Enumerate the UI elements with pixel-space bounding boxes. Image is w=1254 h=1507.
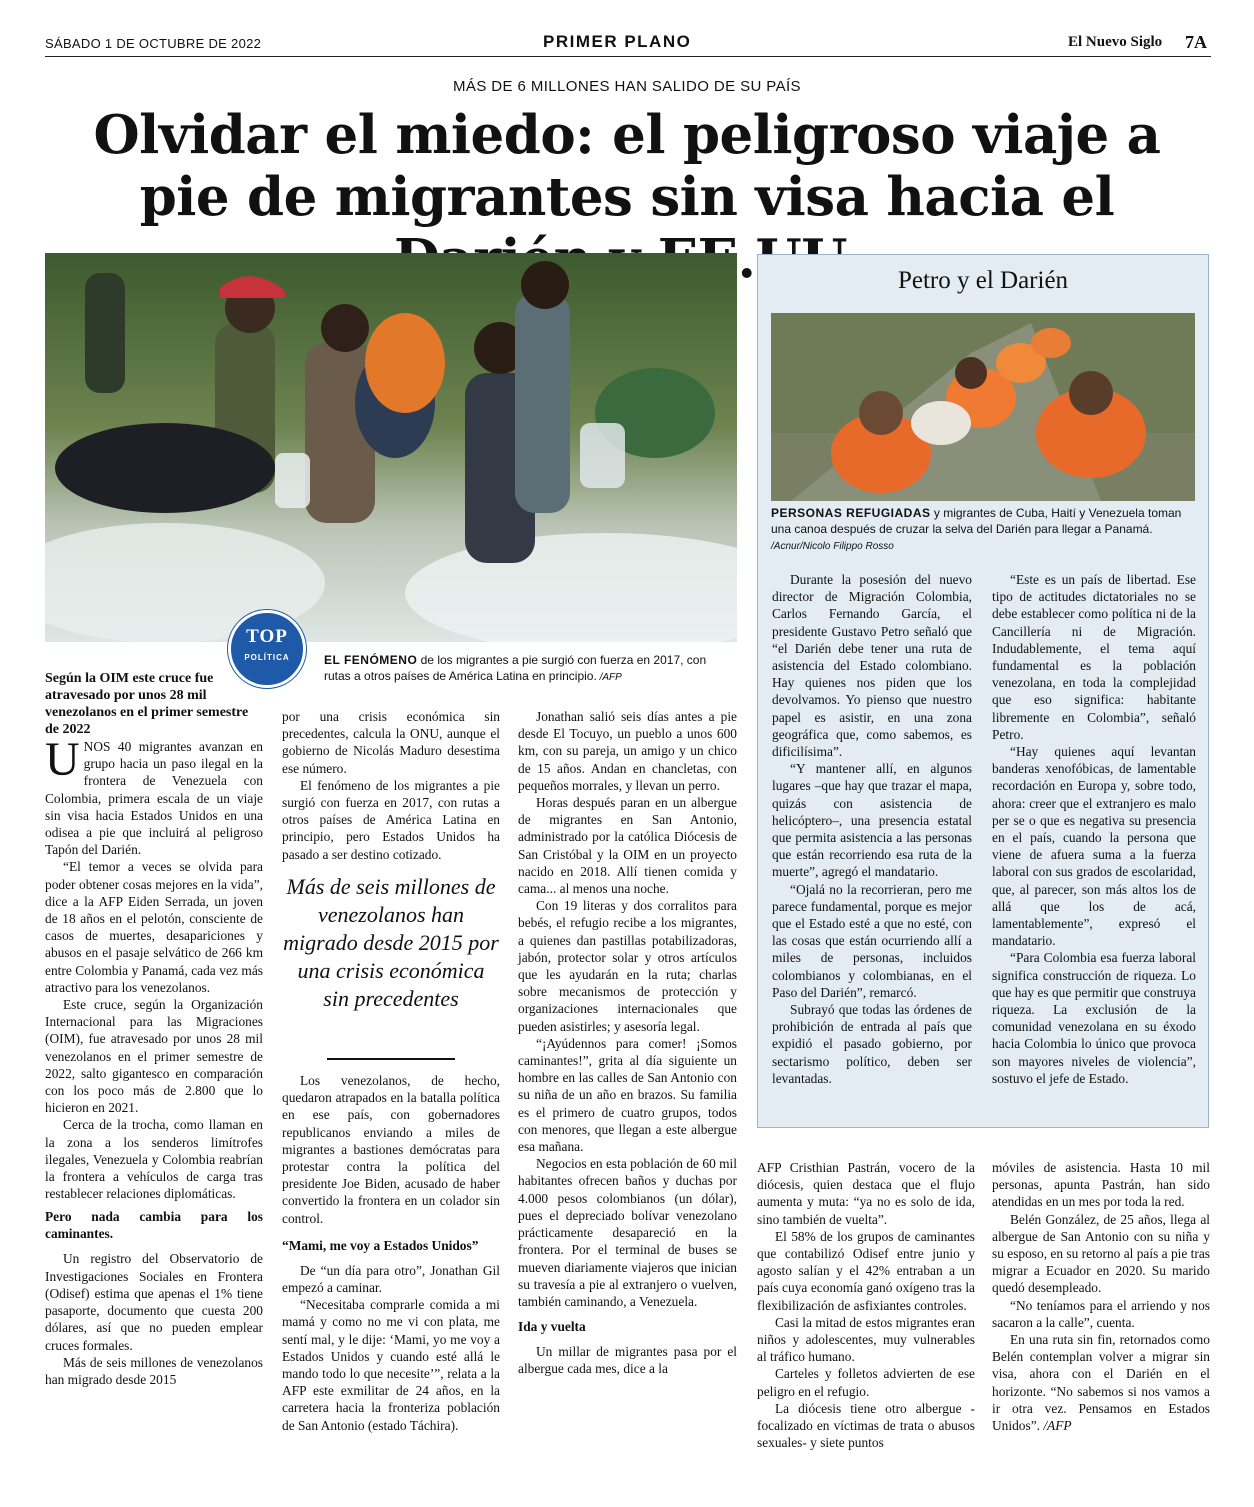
paragraph: Belén González, de 25 años, llega al albergue de San Antonio con su niña y su esposo, en su retorno al país a pie tras migrar a Ecuador en 2020. Su marido quedó desempleado.	[992, 1211, 1210, 1296]
paragraph: por una crisis económica sin precedentes, calcula la ONU, aunque el gobierno de Nicolás Maduro desestima ese número.	[282, 709, 500, 776]
caption-credit: /AFP	[596, 672, 622, 683]
paragraph: “Hay quienes aquí levantan banderas xenofóbicas, de lamentable recordación en Europa y, sobre todo, ahora: creer que el extranjero es malo per se o que es negativa su presencia en el país, cuando la persona que viene de afuera suma a la fuerza laboral con sus grados de escolaridad, que, al parecer, son más altos los de allá que los de acá, lamentablemente”, expresó el mandatario.	[992, 744, 1196, 949]
article-column-3	[518, 708, 737, 1378]
paragraph: móviles de asistencia. Hasta 10 mil personas, apunta Pastrán, han sido atendidas en un mes por toda la red.	[992, 1160, 1210, 1210]
paragraph: El fenómeno de los migrantes a pie surgió con fuerza en 2017, con rutas a otros países de América Latina en principio, pero Estados Unidos ha pasado a ser destino cotizado.	[282, 777, 500, 862]
paragraph: Un registro del Observatorio de Investigaciones Sociales en Frontera (Odisef) estima que apenas el 1% tiene pasaporte, documento que cuesta 200 dólares, así que no pueden emplear cruces formales.	[45, 1251, 263, 1353]
paragraph: “Este es un país de libertad. Ese tipo de actitudes dictatoriales no se debe establecer como política ni de la Cancillería ni de Migración. Indudablemente, el tema aquí fundamental es la población venezolana, en toda la complejidad que eso significa: habitante libremente en Colombia”, señaló Petro.	[992, 572, 1196, 742]
paragraph: Este cruce, según la Organización Internacional para las Migraciones (OIM), fue atravesado por unos 28 mil venezolanos en el primer semestre de 2022, salto gigantesco en comparación con los poco más de 2.800 que lo hicieron en 2021.	[45, 997, 263, 1116]
headline: Olvidar el miedo: el peligroso viaje a pie de migrantes sin visa hacia el	[93, 104, 1161, 228]
article-column-5	[992, 1159, 1210, 1434]
paragraph: “¡Ayúdennos para comer! ¡Somos caminantes!”, grita al día siguiente un hombre en las calles de San Antonio con su niña de un año en brazos. Su familia es el primero de cuatro grupos, todos con menores, que llegan a este albergue esa mañana.	[518, 1035, 737, 1155]
pull-quote: Más de seis millones de venezolanos han migrado desde 2015 por una crisis económica sin precedentes	[283, 874, 499, 1011]
sidebar-photo-caption	[771, 505, 1199, 555]
article-column-4	[757, 1159, 975, 1451]
paragraph: Los venezolanos, de hecho, quedaron atrapados en la batalla política en ese país, con gobernadores republicanos enviando a miles de migrantes a bastiones demócratas para protestar contra la política del presidente Joe Biden, acusado de haber convertido la frontera en un colador sin control.	[282, 1073, 500, 1226]
section-title: PRIMER PLANO	[543, 32, 692, 51]
paragraph-text: En una ruta sin fin, retornados como Belén contemplan volver a migrar sin visa, ahora con el Darién en el horizonte. “No sabemos si nos vamos a ir otra vez. Pensamos en Estados Unidos”.	[992, 1332, 1210, 1434]
paragraph: “Necesitaba comprarle comida a mi mamá y como no me vi con plata, me sentí mal, y le dije: ‘Mami, yo me voy a Estados Unidos y cuando esté allá le mando todo lo que necesite’”, relata a la AFP este exmilitar de 24 años, en la carretera hacia la fronteriza población de San Antonio (estado Táchira).	[282, 1297, 500, 1433]
article-column-2	[282, 708, 500, 863]
article-column-1	[45, 733, 263, 1388]
badge-sub-label: POLÍTICA	[244, 653, 290, 662]
main-photo-migrants-river	[45, 253, 737, 642]
paragraph: Jonathan salió seis días antes a pie desde El Tocuyo, un pueblo a unos 600 km, con su pareja, un amigo y un chico de 15 años. Andan en chancletas, con pequeños morrales, y llevan un perro.	[518, 709, 737, 793]
paragraph: Más de seis millones de venezolanos han migrado desde 2015	[45, 1354, 263, 1387]
sidebar-title: Petro y el Darién	[897, 267, 1069, 294]
paragraph: Subrayó que todas las órdenes de prohibición de entrada al país que expidió el pasado gobierno, por sectarismo político, deben ser levantadas.	[772, 1002, 972, 1086]
paragraph: Durante la posesión del nuevo director de Migración Colombia, Carlos Fernando García, el presidente Gustavo Petro señaló que “el Darién debe tener una ruta de asistencia del Estado colombiano. Hay quienes nos piden que los devolvamos. Yo pienso que nuestro papel es asistir, en una zona geográfica que, como sabemos, es dificilísima”.	[772, 572, 972, 760]
pull-quote-rule	[327, 1058, 455, 1060]
caption-text: de los migrantes a pie surgió con fuerza en 2017, con rutas a otros países de América Latina en principio.	[324, 653, 707, 683]
paragraph: “Y mantener allí, en algunos lugares –que hay que trazar el mapa, quizás con asistencia de helicóptero–, una presencia estatal que permita asistencia a las personas que están recorriendo esa ruta de la muerte”, agregó el mandatario.	[772, 761, 972, 880]
paragraph: “Ojalá no la recorrieran, pero me parece fundamental, porque es mejor que el Estado esté a que no esté, con las cosas que están ocurriendo allí a miles de personas, incluidos colombianos y colombianas, en el Paso del Darién”, remarcó.	[772, 881, 972, 1000]
paragraph: NOS 40 migrantes avanzan en grupo hacia un paso ilegal en la frontera de Venezuela con Colombia, primera escala de un viaje sin visa hacia Estados Unidos en una odisea a pie que incluirá al peligroso Tapón del Darién.	[45, 739, 263, 858]
paragraph: “No teníamos para el arriendo y nos sacaron a la calle”, cuenta.	[992, 1297, 1210, 1330]
article-credit: /AFP	[1039, 1418, 1072, 1434]
header-rule	[45, 56, 1211, 57]
caption-lead: EL FENÓMENO	[324, 653, 418, 667]
paragraph: “Para Colombia esa fuerza laboral significa construcción de riqueza. Lo que hay es que permitir que construya riqueza. La exclusión de la comunidad venezolana en su éxodo hacia Colombia lo único que provoca son mayores niveles de violencia”, sostuvo el jefe de Estado.	[992, 950, 1196, 1086]
paragraph: Horas después paran en un albergue de migrantes en San Antonio, administrado por la católica Diócesis de San Cristóbal y la OIM en un proyecto nacido en 2018. Allí tienen comida y cama... al menos una noche.	[518, 795, 737, 897]
paragraph: Carteles y folletos advierten de ese peligro en el refugio.	[757, 1366, 975, 1399]
paragraph: “El temor a veces se olvida para poder obtener cosas mejores en la vida”, dice a la AFP Eiden Serrada, un joven de 18 años en el pelotón, consciente de casos de muertes, desapariciones y abusos en el pasaje selvático de 266 km entre Colombia y Panamá, cada vez más atractivo para los venezolanos.	[45, 859, 263, 995]
paragraph: Casi la mitad de estos migrantes eran niños y adolescentes, muy vulnerables al tráfico humano.	[757, 1314, 975, 1365]
caption-text: y migrantes de Cuba, Haití y Venezuela toman una canoa después de cruzar la selva del Darién para llegar a Panamá.	[771, 506, 1182, 536]
paragraph: Un millar de migrantes pasa por el albergue cada mes, dice a la	[518, 1344, 737, 1377]
section-heading: “Mami, me voy a Estados Unidos”	[282, 1237, 479, 1253]
paragraph: De “un día para otro”, Jonathan Gil empezó a caminar.	[282, 1262, 500, 1296]
sidebar-column-2	[992, 571, 1196, 1087]
article-column-2-continued	[282, 1072, 500, 1434]
sidebar-column-1	[772, 571, 972, 1087]
sidebar-photo-canoe	[771, 313, 1195, 501]
section-heading: Ida y vuelta	[518, 1319, 586, 1335]
kicker: MÁS DE 6 MILLONES HAN SALIDO DE SU PAÍS	[453, 78, 801, 95]
paragraph	[992, 1331, 1210, 1434]
newspaper-name: El Nuevo Siglo	[1068, 34, 1163, 50]
edition-date: SÁBADO 1 DE OCTUBRE DE 2022	[45, 36, 262, 51]
section-heading: Pero nada cambia para los caminantes.	[45, 1209, 263, 1242]
badge-top-label: TOP	[246, 626, 288, 647]
caption-credit: /Acnur/Nicolo Filippo Rosso	[771, 541, 894, 552]
subhead: Según la OIM este cruce fue atravesado por unos 28 mil venezolanos en el primer semestre de 2022	[45, 671, 249, 737]
dropcap: U	[45, 733, 80, 786]
paragraph: Cerca de la trocha, como llaman en la zona a los senderos limítrofes ilegales, Venezuela y Colombia reabrían la frontera a vehículos de carga tras restablecer relaciones diplomáticas.	[45, 1117, 263, 1202]
paragraph: El 58% de los grupos de caminantes que contabilizó Odisef entre junio y agosto salían y el 42% entraban a un país cuya economía ganó oxígeno tras la flexibilización de asfixiantes controles.	[757, 1228, 975, 1313]
caption-lead: PERSONAS REFUGIADAS	[771, 506, 931, 520]
paragraph: La diócesis tiene otro albergue -focalizado en víctimas de trata o abusos sexuales- y siete puntos	[757, 1400, 975, 1451]
main-photo-caption	[324, 652, 734, 686]
paragraph: AFP Cristhian Pastrán, vocero de la diócesis, quien destaca que el flujo aumenta y muta: “ya no es solo de ida, sino también de vuelta”.	[757, 1160, 975, 1227]
page-number: 7A	[1185, 32, 1207, 52]
paragraph: Con 19 literas y dos corralitos para bebés, el refugio recibe a los migrantes, a quienes dan pastillas potabilizadoras, jabón, protector solar y otros artículos que les ayudarán en la ruta; charlas sobre mecanismos de protección y organizaciones internacionales que pueden asistirles; y asesoría legal.	[518, 898, 737, 1034]
paragraph: Negocios en esta población de 60 mil habitantes ofrecen baños y duchas por 4.000 pesos colombianos (un dólar), pues el depreciado bolívar venezolano prácticamente desapareció en la frontera. Por el terminal de buses se mueven diariamente viajeros que inician su travesía a pie al extranjero o vuelven, también caminando, a Venezuela.	[518, 1156, 737, 1309]
